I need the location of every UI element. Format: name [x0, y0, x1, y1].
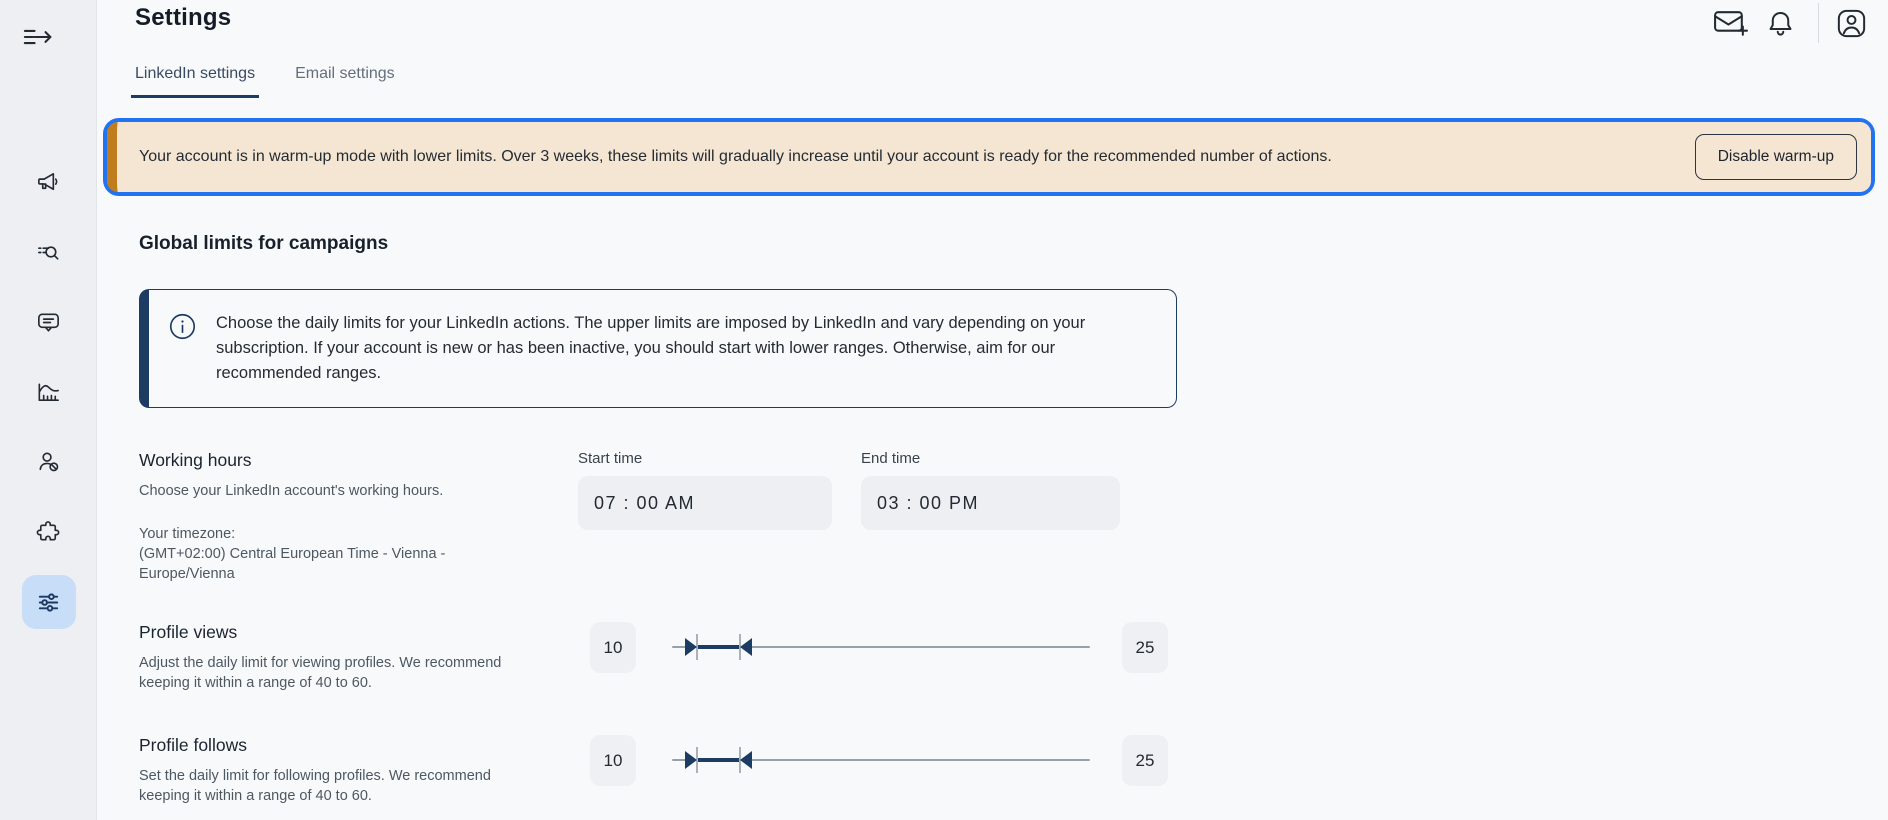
main-content: [97, 0, 1888, 820]
tab-bar: [131, 65, 1888, 98]
start-time-group: [578, 450, 832, 584]
profile-follows-description: Set the daily limit for following profiles. We recommend keeping it within a range of 40 to 60.: [139, 768, 491, 804]
sliders-icon: [35, 589, 62, 616]
info-box: [139, 289, 1177, 408]
end-time-input[interactable]: 03 : 00 PM: [861, 476, 1120, 530]
profile-views-range-slider[interactable]: [672, 622, 1090, 673]
profile-views-min-value: 10: [590, 622, 636, 673]
person-block-icon: [35, 449, 62, 476]
timezone-value: (GMT+02:00) Central European Time - Vienna - Europe/Vienna: [139, 546, 446, 582]
slider-handle-min[interactable]: [685, 751, 697, 769]
slider-fill: [697, 645, 740, 649]
start-time-label: Start time: [578, 450, 643, 467]
slider-handle-max[interactable]: [740, 751, 752, 769]
timezone-label: Your timezone:: [139, 526, 236, 542]
tab-linkedin-settings[interactable]: LinkedIn settings: [131, 65, 259, 98]
timezone-info: [139, 524, 469, 584]
chat-icon: [35, 309, 62, 336]
working-hours-info: [139, 450, 578, 584]
start-time-input[interactable]: 07 : 00 AM: [578, 476, 832, 530]
megaphone-icon: [35, 169, 62, 196]
avatar-icon[interactable]: [1835, 7, 1868, 40]
expand-sidebar-icon[interactable]: [20, 20, 54, 54]
slider-handle-max[interactable]: [740, 638, 752, 656]
profile-follows-info: [139, 735, 578, 806]
profile-views-title: Profile views: [139, 622, 238, 642]
profile-follows-min-value: 10: [590, 735, 636, 786]
header-divider: [1818, 3, 1819, 43]
info-icon: [169, 313, 196, 386]
slider-handle-min[interactable]: [685, 638, 697, 656]
profile-follows-range-slider[interactable]: [672, 735, 1090, 786]
profile-views-info: [139, 622, 578, 693]
sidebar-item-analytics[interactable]: [22, 365, 76, 419]
warmup-banner: [107, 122, 1871, 192]
profile-views-max-value: 25: [1122, 622, 1168, 673]
end-time-group: [861, 450, 1120, 584]
profile-views-description: Adjust the daily limit for viewing profiles. We recommend keeping it within a range of 40 to 60.: [139, 655, 502, 691]
warmup-banner-focus-ring: [103, 118, 1875, 196]
warmup-banner-text: Your account is in warm-up mode with lower limits. Over 3 weeks, these limits will gradually increase until your account is ready for the recommended number of actions.: [139, 148, 1332, 165]
profile-follows-row: [139, 735, 1888, 806]
slider-fill: [697, 758, 740, 762]
info-box-text: Choose the daily limits for your LinkedIn actions. The upper limits are imposed by LinkedIn and vary depending on your subscription. If your account is new or has been inactive, you should start with lower ranges. Otherwise, aim for our recommended ranges.: [216, 314, 1086, 382]
section-title: Global limits for campaigns: [139, 233, 389, 254]
header-actions: [1696, 3, 1868, 43]
working-hours-title: Working hours: [139, 450, 252, 470]
puzzle-icon: [35, 519, 62, 546]
profile-follows-title: Profile follows: [139, 735, 247, 755]
sidebar-item-inbox[interactable]: [22, 295, 76, 349]
search-list-icon: [35, 239, 62, 266]
sidebar: [0, 0, 97, 820]
disable-warmup-button[interactable]: Disable warm-up: [1695, 134, 1857, 180]
page-title: Settings: [135, 4, 232, 31]
sidebar-item-settings[interactable]: [22, 575, 76, 629]
sidebar-item-campaigns[interactable]: [22, 155, 76, 209]
working-hours-row: [139, 450, 1888, 584]
chart-icon: [35, 379, 62, 406]
sidebar-item-search[interactable]: [22, 225, 76, 279]
sidebar-item-integrations[interactable]: [22, 505, 76, 559]
sidebar-item-blacklist[interactable]: [22, 435, 76, 489]
profile-follows-max-value: 25: [1122, 735, 1168, 786]
working-hours-description: Choose your LinkedIn account's working hours.: [139, 483, 444, 499]
tab-email-settings[interactable]: Email settings: [295, 65, 395, 82]
mail-plus-icon[interactable]: [1712, 8, 1749, 39]
sidebar-nav: [0, 155, 97, 645]
bell-icon[interactable]: [1765, 8, 1796, 39]
end-time-label: End time: [861, 450, 921, 467]
profile-views-row: [139, 622, 1888, 693]
